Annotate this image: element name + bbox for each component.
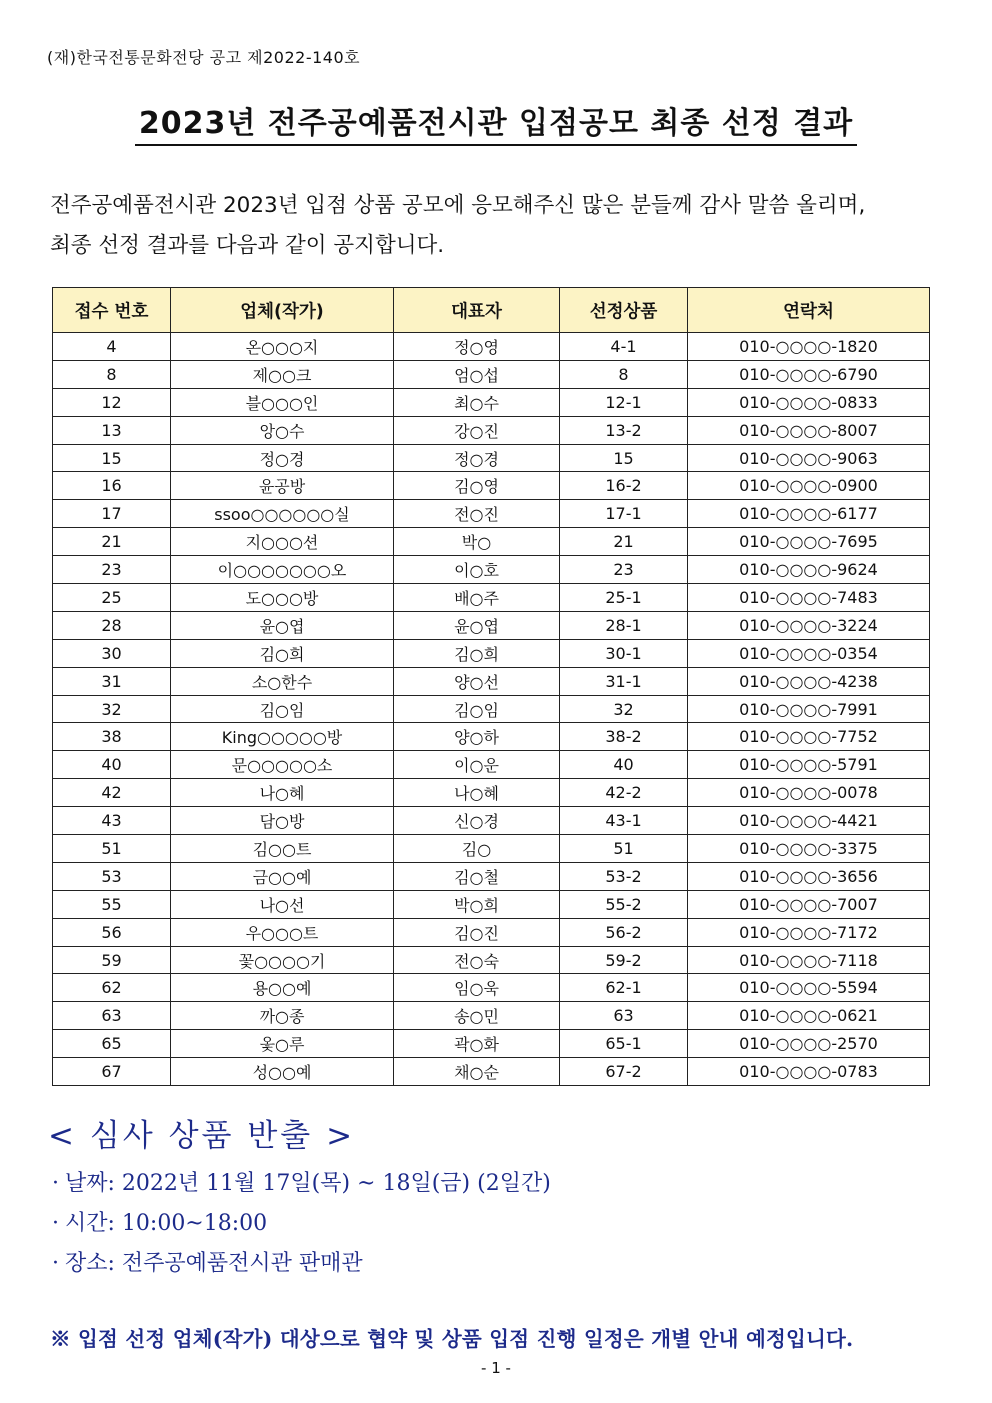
table-row — [53, 584, 930, 612]
cell-company: 앙○수 — [171, 416, 394, 444]
cell-representative: 이○호 — [394, 556, 560, 584]
cell-company: ssoo○○○○○○실 — [171, 500, 394, 528]
cell-selected-product: 31-1 — [560, 667, 688, 695]
header-receipt-number: 접수 번호 — [53, 288, 171, 333]
cell-company: 꽃○○○○기 — [171, 946, 394, 974]
return-section-title: < 심사 상품 반출 > — [48, 1118, 356, 1154]
table-row — [53, 1030, 930, 1058]
table-row — [53, 444, 930, 472]
cell-company: 금○○예 — [171, 862, 394, 890]
table-row — [53, 1002, 930, 1030]
cell-representative: 신○경 — [394, 807, 560, 835]
cell-company: 김○○트 — [171, 835, 394, 863]
cell-representative: 나○혜 — [394, 779, 560, 807]
cell-representative: 박○희 — [394, 890, 560, 918]
cell-representative: 최○수 — [394, 388, 560, 416]
cell-receipt-number: 21 — [53, 528, 171, 556]
cell-company: 김○임 — [171, 695, 394, 723]
cell-receipt-number: 59 — [53, 946, 171, 974]
cell-company: 이○○○○○○○오 — [171, 556, 394, 584]
cell-selected-product: 23 — [560, 556, 688, 584]
cell-selected-product: 38-2 — [560, 723, 688, 751]
cell-selected-product: 59-2 — [560, 946, 688, 974]
table-row — [53, 807, 930, 835]
cell-company: 온○○○지 — [171, 333, 394, 361]
cell-receipt-number: 67 — [53, 1058, 171, 1086]
cell-contact: 010-○○○○-9624 — [688, 556, 930, 584]
cell-company: 옻○루 — [171, 1030, 394, 1058]
cell-company: 성○○예 — [171, 1058, 394, 1086]
cell-representative: 채○순 — [394, 1058, 560, 1086]
header-selected-product: 선정상품 — [560, 288, 688, 333]
cell-contact: 010-○○○○-9063 — [688, 444, 930, 472]
page-number: - 1 - — [481, 1359, 511, 1377]
cell-selected-product: 8 — [560, 360, 688, 388]
cell-receipt-number: 15 — [53, 444, 171, 472]
return-time — [52, 1206, 267, 1237]
cell-company: 우○○○트 — [171, 918, 394, 946]
cell-representative: 곽○화 — [394, 1030, 560, 1058]
cell-contact: 010-○○○○-3375 — [688, 835, 930, 863]
cell-contact: 010-○○○○-6177 — [688, 500, 930, 528]
table-row — [53, 918, 930, 946]
cell-receipt-number: 17 — [53, 500, 171, 528]
cell-receipt-number: 12 — [53, 388, 171, 416]
bullet-dot: · — [52, 1171, 59, 1196]
table-row — [53, 611, 930, 639]
table-body — [53, 333, 930, 1086]
cell-contact: 010-○○○○-0354 — [688, 639, 930, 667]
cell-selected-product: 17-1 — [560, 500, 688, 528]
cell-receipt-number: 51 — [53, 835, 171, 863]
table-row — [53, 639, 930, 667]
cell-contact: 010-○○○○-5594 — [688, 974, 930, 1002]
cell-company: 윤공방 — [171, 472, 394, 500]
table-row — [53, 528, 930, 556]
cell-selected-product: 30-1 — [560, 639, 688, 667]
cell-selected-product: 12-1 — [560, 388, 688, 416]
cell-company: 지○○○션 — [171, 528, 394, 556]
page-title-text: 2023년 전주공예품전시관 입점공모 최종 선정 결과 — [135, 106, 857, 146]
cell-selected-product: 65-1 — [560, 1030, 688, 1058]
table-row — [53, 556, 930, 584]
cell-contact: 010-○○○○-7991 — [688, 695, 930, 723]
cell-receipt-number: 16 — [53, 472, 171, 500]
cell-receipt-number: 8 — [53, 360, 171, 388]
cell-company: 문○○○○○소 — [171, 751, 394, 779]
cell-receipt-number: 32 — [53, 695, 171, 723]
cell-representative: 정○영 — [394, 333, 560, 361]
cell-representative: 배○주 — [394, 584, 560, 612]
table-row — [53, 779, 930, 807]
cell-company: King○○○○○방 — [171, 723, 394, 751]
cell-selected-product: 43-1 — [560, 807, 688, 835]
header-representative: 대표자 — [394, 288, 560, 333]
cell-selected-product: 53-2 — [560, 862, 688, 890]
cell-company: 나○선 — [171, 890, 394, 918]
return-place — [52, 1246, 363, 1277]
cell-representative: 양○선 — [394, 667, 560, 695]
return-place-text: 장소: 전주공예품전시관 판매관 — [65, 1251, 363, 1276]
table-row — [53, 723, 930, 751]
cell-company: 정○경 — [171, 444, 394, 472]
results-table — [52, 287, 930, 1086]
table-row — [53, 416, 930, 444]
cell-selected-product: 4-1 — [560, 333, 688, 361]
cell-company: 담○방 — [171, 807, 394, 835]
table-row — [53, 388, 930, 416]
cell-representative: 박○ — [394, 528, 560, 556]
cell-receipt-number: 30 — [53, 639, 171, 667]
cell-company: 용○○예 — [171, 974, 394, 1002]
cell-contact: 010-○○○○-2570 — [688, 1030, 930, 1058]
table-row — [53, 500, 930, 528]
cell-representative: 윤○엽 — [394, 611, 560, 639]
cell-company: 나○혜 — [171, 779, 394, 807]
intro-line-2: 최종 선정 결과를 다음과 같이 공지합니다. — [50, 233, 445, 258]
cell-receipt-number: 56 — [53, 918, 171, 946]
cell-company: 윤○엽 — [171, 611, 394, 639]
intro-line-1: 전주공예품전시관 2023년 입점 상품 공모에 응모해주신 많은 분들께 감사 말씀 올리며, — [50, 193, 866, 218]
cell-selected-product: 32 — [560, 695, 688, 723]
cell-representative: 김○희 — [394, 639, 560, 667]
cell-company: 제○○크 — [171, 360, 394, 388]
cell-representative: 강○진 — [394, 416, 560, 444]
cell-contact: 010-○○○○-7118 — [688, 946, 930, 974]
cell-representative: 김○철 — [394, 862, 560, 890]
table-row — [53, 333, 930, 361]
cell-contact: 010-○○○○-3656 — [688, 862, 930, 890]
cell-selected-product: 51 — [560, 835, 688, 863]
cell-contact: 010-○○○○-7007 — [688, 890, 930, 918]
cell-contact: 010-○○○○-0833 — [688, 388, 930, 416]
table-row — [53, 862, 930, 890]
cell-contact: 010-○○○○-4238 — [688, 667, 930, 695]
cell-receipt-number: 43 — [53, 807, 171, 835]
cell-contact: 010-○○○○-6790 — [688, 360, 930, 388]
cell-representative: 엄○섭 — [394, 360, 560, 388]
cell-company: 김○희 — [171, 639, 394, 667]
cell-contact: 010-○○○○-3224 — [688, 611, 930, 639]
table-row — [53, 667, 930, 695]
table-row — [53, 946, 930, 974]
cell-representative: 김○영 — [394, 472, 560, 500]
table-row — [53, 360, 930, 388]
cell-company: 도○○○방 — [171, 584, 394, 612]
cell-receipt-number: 28 — [53, 611, 171, 639]
table-row — [53, 695, 930, 723]
cell-representative: 김○ — [394, 835, 560, 863]
cell-selected-product: 63 — [560, 1002, 688, 1030]
cell-receipt-number: 55 — [53, 890, 171, 918]
cell-contact: 010-○○○○-8007 — [688, 416, 930, 444]
header-company: 업체(작가) — [171, 288, 394, 333]
cell-selected-product: 25-1 — [560, 584, 688, 612]
cell-contact: 010-○○○○-7172 — [688, 918, 930, 946]
cell-contact: 010-○○○○-7695 — [688, 528, 930, 556]
cell-contact: 010-○○○○-1820 — [688, 333, 930, 361]
cell-company: 소○한수 — [171, 667, 394, 695]
cell-contact: 010-○○○○-7752 — [688, 723, 930, 751]
footer-note: ※ 입점 선정 업체(작가) 대상으로 협약 및 상품 입점 진행 일정은 개별 안내 예정입니다. — [50, 1327, 854, 1351]
bullet-dot: · — [52, 1251, 59, 1276]
table-row — [53, 1058, 930, 1086]
cell-receipt-number: 23 — [53, 556, 171, 584]
table-row — [53, 472, 930, 500]
table-row — [53, 890, 930, 918]
cell-representative: 정○경 — [394, 444, 560, 472]
cell-contact: 010-○○○○-0621 — [688, 1002, 930, 1030]
cell-receipt-number: 31 — [53, 667, 171, 695]
cell-contact: 010-○○○○-0783 — [688, 1058, 930, 1086]
cell-receipt-number: 40 — [53, 751, 171, 779]
cell-contact: 010-○○○○-0900 — [688, 472, 930, 500]
cell-contact: 010-○○○○-5791 — [688, 751, 930, 779]
cell-contact: 010-○○○○-7483 — [688, 584, 930, 612]
cell-representative: 송○민 — [394, 1002, 560, 1030]
cell-receipt-number: 38 — [53, 723, 171, 751]
cell-selected-product: 42-2 — [560, 779, 688, 807]
cell-representative: 전○숙 — [394, 946, 560, 974]
intro-paragraph — [50, 186, 950, 266]
cell-company: 까○종 — [171, 1002, 394, 1030]
return-time-text: 시간: 10:00~18:00 — [65, 1211, 268, 1236]
cell-selected-product: 16-2 — [560, 472, 688, 500]
cell-receipt-number: 63 — [53, 1002, 171, 1030]
return-date-text: 날짜: 2022년 11월 17일(목) ~ 18일(금) (2일간) — [65, 1171, 551, 1196]
cell-receipt-number: 65 — [53, 1030, 171, 1058]
cell-selected-product: 62-1 — [560, 974, 688, 1002]
bullet-dot: · — [52, 1211, 59, 1236]
cell-representative: 전○진 — [394, 500, 560, 528]
table-row — [53, 751, 930, 779]
cell-representative: 이○운 — [394, 751, 560, 779]
cell-receipt-number: 42 — [53, 779, 171, 807]
cell-selected-product: 28-1 — [560, 611, 688, 639]
cell-representative: 양○하 — [394, 723, 560, 751]
cell-contact: 010-○○○○-0078 — [688, 779, 930, 807]
cell-receipt-number: 13 — [53, 416, 171, 444]
table-row — [53, 974, 930, 1002]
cell-receipt-number: 4 — [53, 333, 171, 361]
return-date — [52, 1166, 551, 1197]
cell-company: 블○○○인 — [171, 388, 394, 416]
cell-selected-product: 40 — [560, 751, 688, 779]
cell-selected-product: 67-2 — [560, 1058, 688, 1086]
table-header-row — [53, 288, 930, 333]
cell-selected-product: 13-2 — [560, 416, 688, 444]
cell-representative: 김○임 — [394, 695, 560, 723]
cell-receipt-number: 53 — [53, 862, 171, 890]
notice-number: (재)한국전통문화전당 공고 제2022-140호 — [47, 48, 361, 67]
page-title — [0, 98, 992, 142]
header-contact: 연락처 — [688, 288, 930, 333]
cell-receipt-number: 62 — [53, 974, 171, 1002]
cell-selected-product: 55-2 — [560, 890, 688, 918]
cell-receipt-number: 25 — [53, 584, 171, 612]
cell-contact: 010-○○○○-4421 — [688, 807, 930, 835]
cell-selected-product: 15 — [560, 444, 688, 472]
table-row — [53, 835, 930, 863]
cell-selected-product: 21 — [560, 528, 688, 556]
cell-representative: 임○욱 — [394, 974, 560, 1002]
cell-selected-product: 56-2 — [560, 918, 688, 946]
cell-representative: 김○진 — [394, 918, 560, 946]
